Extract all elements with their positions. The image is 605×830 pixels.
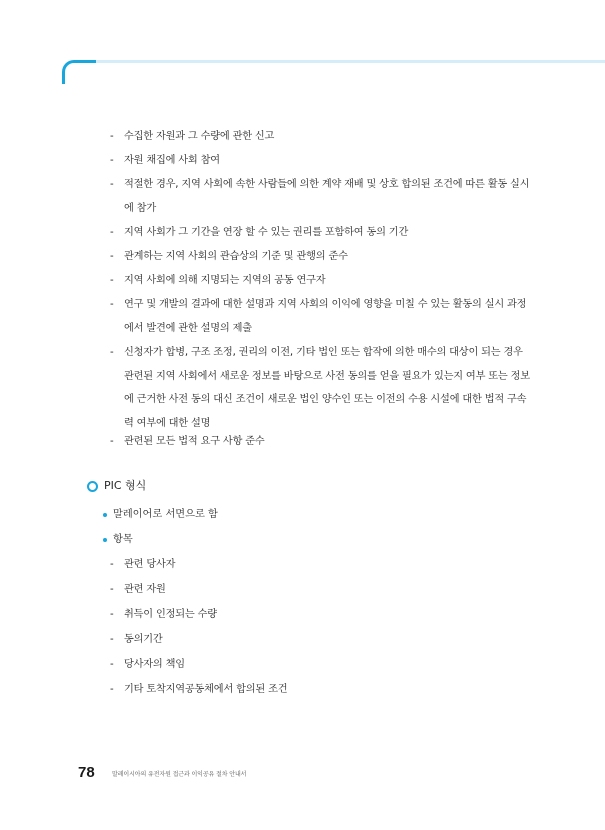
dash-marker: - — [110, 131, 114, 142]
dot-bullet-icon — [103, 513, 107, 517]
list-item — [110, 221, 530, 245]
dash-marker: - — [110, 684, 114, 695]
dash-marker: - — [110, 559, 114, 570]
dash-marker: - — [110, 179, 114, 190]
dash-marker: - — [110, 584, 114, 595]
sub-item-text: 관련 당사자 — [124, 559, 176, 570]
dash-marker: - — [110, 634, 114, 645]
list-item — [110, 125, 530, 149]
header-decoration — [0, 0, 605, 90]
list-item — [110, 149, 530, 173]
sub-item-text: 당사자의 책임 — [124, 659, 185, 670]
list-item — [110, 245, 530, 269]
sub-list-item — [110, 553, 530, 577]
list-item-text: 지역 사회가 그 기간을 연장 할 수 있는 권리를 포함하여 동의 기간 — [124, 227, 409, 238]
bullet-text: 항목 — [113, 534, 133, 545]
list-item — [110, 269, 530, 293]
list-item-text: 연구 및 개발의 결과에 대한 설명과 지역 사회의 이익에 영향을 미칠 수 있는 활동의 실시 과정에서 발견에 관한 설명의 제출 — [124, 299, 527, 334]
sub-list-item — [110, 603, 530, 627]
dash-marker: - — [110, 155, 114, 166]
dash-marker: - — [110, 251, 114, 262]
list-item-text: 관계하는 지역 사회의 관습상의 기준 및 관행의 준수 — [124, 251, 348, 262]
dash-marker: - — [110, 275, 114, 286]
dash-marker: - — [110, 436, 114, 447]
dash-marker: - — [110, 609, 114, 620]
sub-item-text: 동의기간 — [124, 634, 163, 645]
dash-marker: - — [110, 299, 114, 310]
list-item-text: 적절한 경우, 지역 사회에 속한 사람들에 의한 계약 재배 및 상호 합의된 조건에 따른 활동 실시에 참가 — [124, 179, 530, 214]
section-title — [87, 476, 146, 496]
list-item — [110, 341, 530, 435]
list-item-text: 지역 사회에 의해 지명되는 지역의 공동 연구자 — [124, 275, 326, 286]
sub-list-item — [110, 628, 530, 652]
list-item-text: 신청자가 합병, 구조 조정, 권리의 이전, 기타 법인 또는 합작에 의한 매수의 대상이 되는 경우 관련된 지역 사회에서 새로운 정보를 바탕으로 사전 동의를 얻을 필요가 있는지 여부 또는 정보 에 근거한 사전 동의 대신 조건이 새로운 법인 양수인 또는 이전의 수용 시설에 대한 법적 구속력 여부에 대한 설명 — [124, 347, 530, 429]
list-item-text: 관련된 모든 법적 요구 사항 준수 — [124, 436, 265, 447]
header-line — [96, 60, 605, 63]
list-item — [110, 293, 530, 340]
dash-marker: - — [110, 227, 114, 238]
bullet-text: 말레이어로 서면으로 함 — [113, 509, 218, 520]
sub-item-text: 취득이 인정되는 수량 — [124, 609, 217, 620]
bullet-item — [103, 530, 133, 550]
sub-list-item — [110, 678, 530, 702]
dash-marker: - — [110, 347, 114, 358]
dot-bullet-icon — [103, 538, 107, 542]
list-item-text: 수집한 자원과 그 수량에 관한 신고 — [124, 131, 275, 142]
running-footer-title: 말레이시아의 유전자원 접근과 이익공유 절차 안내서 — [112, 771, 247, 778]
sub-item-text: 관련 자원 — [124, 584, 166, 595]
dash-marker: - — [110, 659, 114, 670]
circle-bullet-icon — [87, 481, 98, 492]
bullet-item — [103, 505, 218, 525]
page-number: 78 — [78, 764, 95, 781]
header-corner-curve — [62, 60, 102, 84]
sub-list-item — [110, 653, 530, 677]
list-item-text: 자원 채집에 사회 참여 — [124, 155, 220, 166]
section-title-text: PIC 형식 — [104, 479, 147, 492]
list-item — [110, 173, 530, 220]
list-item — [110, 430, 530, 454]
sub-item-text: 기타 토착지역공동체에서 합의된 조건 — [124, 684, 288, 695]
sub-list-item — [110, 578, 530, 602]
